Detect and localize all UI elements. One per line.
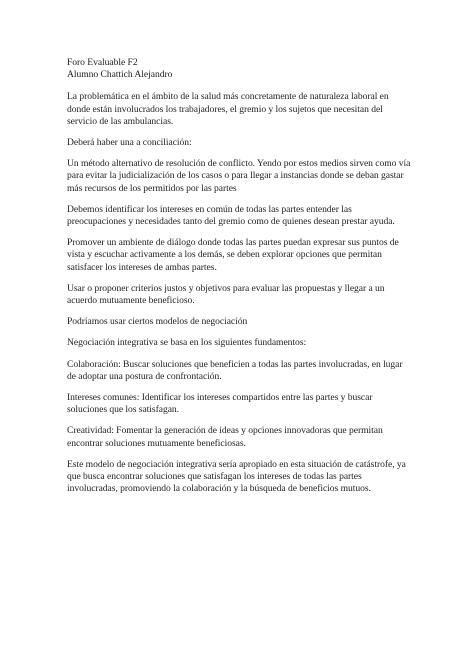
paragraph-problem: La problemática en el ámbito de la salud más concretamente de naturaleza laboral en donde están involucrados los trabajadores, el gremio y los sujetos que necesitan del servicio de las ambulancias. [67, 91, 389, 127]
paragraph-integrative: Negociación integrativa se basa en los siguientes fundamentos: [67, 337, 307, 349]
paragraph-collaboration: Colaboración: Buscar soluciones que beneficien a todas las partes involucradas, en lugar de adoptar una postura de confrontación. [67, 358, 403, 382]
paragraph-criteria: Usar o proponer criterios justos y objetivos para evaluar las propuestas y llegar a un acuerdo mutuamente beneficioso. [67, 282, 385, 307]
paragraph-interests: Debemos identificar los intereses en común de todas las partes entender las preocupaciones y necesidades tanto del gremio como de quienes desean prestar ayuda. [67, 203, 395, 228]
paragraph-creativity: Creatividad: Fomentar la generación de ideas y opciones innovadoras que permitan encontrar soluciones mutuamente beneficiosas. [67, 425, 383, 449]
document-body [67, 57, 411, 504]
paragraph-conclusion: Este modelo de negociación integrativa sería apropiado en esta situación de catástrofe, ya que busca encontrar soluciones que satisfagan los intereses de todas las partes involucradas, promoviendo la colaboración y la búsqueda de beneficios mutuos. [67, 458, 406, 495]
student-name: Alumno Chattich Alejandro [67, 69, 173, 81]
paragraph-common-interests: Intereses comunes: Identificar los intereses compartidos entre las partes y buscar soluciones que los satisfagan. [67, 392, 373, 416]
paragraph-models: Podríamos usar ciertos modelos de negociación [67, 316, 248, 328]
paragraph-conciliation: Deberá haber una a conciliación: [67, 137, 192, 149]
paragraph-method: Un método alternativo de resolución de conflicto. Yendo por estos medios sirven como vía para evitar la judicialización de los casos o para llegar a instancias donde se deban gastar más recursos de los permitidos por las partes [67, 158, 411, 194]
forum-title: Foro Evaluable F2 [67, 57, 138, 68]
document-header [67, 57, 411, 81]
paragraph-dialogue: Promover un ambiente de diálogo donde todas las partes puedan expresar sus puntos de vista y escuchar activamente a los demás, se deben explorar opciones que permitan satisfacer los intereses de ambas partes. [67, 237, 399, 273]
